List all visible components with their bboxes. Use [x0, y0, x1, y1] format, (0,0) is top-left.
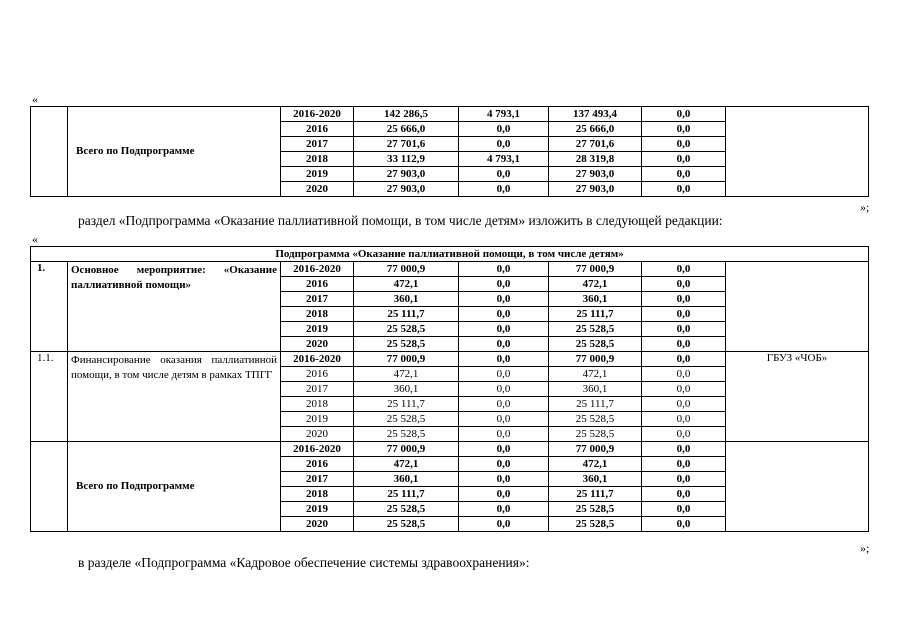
federal-budget-cell: 0,0 — [459, 122, 549, 137]
federal-budget-cell: 0,0 — [459, 182, 549, 197]
year-cell: 2016-2020 — [281, 262, 354, 277]
table-previous-subprogram-total — [30, 106, 869, 197]
executor-cell — [726, 262, 869, 352]
executor-cell: ГБУЗ «ЧОБ» — [726, 352, 869, 442]
activity-name-cell: Финансирование оказания паллиативной помощи, в том числе детям в рамках ТПГГ — [68, 352, 281, 442]
regional-budget-cell: 77 000,9 — [549, 442, 642, 457]
total-amount-cell: 25 528,5 — [354, 427, 459, 442]
total-amount-cell: 25 666,0 — [354, 122, 459, 137]
regional-budget-cell: 25 528,5 — [549, 427, 642, 442]
federal-budget-cell: 0,0 — [459, 442, 549, 457]
total-amount-cell: 25 528,5 — [354, 502, 459, 517]
total-amount-cell: 25 111,7 — [354, 307, 459, 322]
executor-cell — [726, 442, 869, 532]
table-row — [31, 352, 869, 367]
other-source-cell: 0,0 — [642, 442, 726, 457]
item-number-cell — [31, 107, 68, 197]
regional-budget-cell: 77 000,9 — [549, 352, 642, 367]
table-title-row — [31, 247, 869, 262]
federal-budget-cell: 0,0 — [459, 292, 549, 307]
item-number-cell: 1. — [31, 262, 68, 352]
main-activity-name-cell: Основное мероприятие: «Оказание паллиативной помощи» — [68, 262, 281, 352]
total-amount-cell: 25 528,5 — [354, 322, 459, 337]
regional-budget-cell: 472,1 — [549, 277, 642, 292]
year-cell: 2016 — [281, 122, 354, 137]
closing-quote-1: »; — [860, 200, 870, 214]
item-number-cell — [31, 442, 68, 532]
other-source-cell: 0,0 — [642, 137, 726, 152]
federal-budget-cell: 0,0 — [459, 352, 549, 367]
regional-budget-cell: 25 528,5 — [549, 502, 642, 517]
federal-budget-cell: 0,0 — [459, 307, 549, 322]
table-palliative-subprogram — [30, 246, 869, 532]
other-source-cell: 0,0 — [642, 277, 726, 292]
closing-quote-2: »; — [860, 541, 870, 555]
total-amount-cell: 25 528,5 — [354, 517, 459, 532]
year-cell: 2016 — [281, 277, 354, 292]
other-source-cell: 0,0 — [642, 472, 726, 487]
total-amount-cell: 77 000,9 — [354, 262, 459, 277]
total-amount-cell: 142 286,5 — [354, 107, 459, 122]
federal-budget-cell: 0,0 — [459, 322, 549, 337]
regional-budget-cell: 27 903,0 — [549, 182, 642, 197]
regional-budget-cell: 360,1 — [549, 382, 642, 397]
federal-budget-cell: 0,0 — [459, 487, 549, 502]
regional-budget-cell: 360,1 — [549, 292, 642, 307]
year-cell: 2016 — [281, 457, 354, 472]
regional-budget-cell: 25 528,5 — [549, 337, 642, 352]
regional-budget-cell: 27 903,0 — [549, 167, 642, 182]
federal-budget-cell: 0,0 — [459, 137, 549, 152]
federal-budget-cell: 0,0 — [459, 502, 549, 517]
federal-budget-cell: 0,0 — [459, 167, 549, 182]
year-cell: 2020 — [281, 517, 354, 532]
regional-budget-cell: 360,1 — [549, 472, 642, 487]
year-cell: 2019 — [281, 322, 354, 337]
year-cell: 2016-2020 — [281, 107, 354, 122]
year-cell: 2018 — [281, 152, 354, 167]
other-source-cell: 0,0 — [642, 122, 726, 137]
other-source-cell: 0,0 — [642, 107, 726, 122]
total-amount-cell: 77 000,9 — [354, 442, 459, 457]
year-cell: 2016-2020 — [281, 442, 354, 457]
federal-budget-cell: 0,0 — [459, 472, 549, 487]
year-cell: 2016 — [281, 367, 354, 382]
regional-budget-cell: 27 701,6 — [549, 137, 642, 152]
regional-budget-cell: 25 528,5 — [549, 322, 642, 337]
table-row — [31, 107, 869, 122]
year-cell: 2020 — [281, 337, 354, 352]
total-amount-cell: 25 528,5 — [354, 412, 459, 427]
total-amount-cell: 27 903,0 — [354, 167, 459, 182]
total-amount-cell: 33 112,9 — [354, 152, 459, 167]
regional-budget-cell: 25 528,5 — [549, 517, 642, 532]
federal-budget-cell: 0,0 — [459, 457, 549, 472]
regional-budget-cell: 137 493,4 — [549, 107, 642, 122]
other-source-cell: 0,0 — [642, 412, 726, 427]
year-cell: 2017 — [281, 382, 354, 397]
year-cell: 2017 — [281, 292, 354, 307]
regional-budget-cell: 472,1 — [549, 457, 642, 472]
total-amount-cell: 472,1 — [354, 277, 459, 292]
regional-budget-cell: 25 666,0 — [549, 122, 642, 137]
other-source-cell: 0,0 — [642, 322, 726, 337]
regional-budget-cell: 77 000,9 — [549, 262, 642, 277]
year-cell: 2018 — [281, 307, 354, 322]
table-row — [31, 262, 869, 277]
federal-budget-cell: 0,0 — [459, 262, 549, 277]
year-cell: 2017 — [281, 472, 354, 487]
total-amount-cell: 472,1 — [354, 367, 459, 382]
opening-quote-2: « — [32, 232, 38, 246]
other-source-cell: 0,0 — [642, 307, 726, 322]
opening-quote-1: « — [32, 92, 38, 106]
other-source-cell: 0,0 — [642, 517, 726, 532]
year-cell: 2020 — [281, 427, 354, 442]
other-source-cell: 0,0 — [642, 152, 726, 167]
total-amount-cell: 27 903,0 — [354, 182, 459, 197]
total-amount-cell: 360,1 — [354, 382, 459, 397]
other-source-cell: 0,0 — [642, 502, 726, 517]
paragraph-instruction-2: в разделе «Подпрограмма «Кадровое обеспечение системы здравоохранения»: — [78, 555, 530, 570]
other-source-cell: 0,0 — [642, 167, 726, 182]
year-cell: 2019 — [281, 502, 354, 517]
item-number-cell: 1.1. — [31, 352, 68, 442]
total-amount-cell: 27 701,6 — [354, 137, 459, 152]
total-label-cell: Всего по Подпрограмме — [68, 442, 281, 532]
year-cell: 2016-2020 — [281, 352, 354, 367]
year-cell: 2020 — [281, 182, 354, 197]
federal-budget-cell: 4 793,1 — [459, 107, 549, 122]
total-label-cell: Всего по Подпрограмме — [68, 107, 281, 197]
federal-budget-cell: 0,0 — [459, 337, 549, 352]
total-amount-cell: 77 000,9 — [354, 352, 459, 367]
other-source-cell: 0,0 — [642, 337, 726, 352]
table-row — [31, 442, 869, 457]
total-amount-cell: 360,1 — [354, 472, 459, 487]
other-source-cell: 0,0 — [642, 427, 726, 442]
total-amount-cell: 472,1 — [354, 457, 459, 472]
total-amount-cell: 25 528,5 — [354, 337, 459, 352]
regional-budget-cell: 25 111,7 — [549, 307, 642, 322]
federal-budget-cell: 0,0 — [459, 367, 549, 382]
total-amount-cell: 360,1 — [354, 292, 459, 307]
other-source-cell: 0,0 — [642, 487, 726, 502]
other-source-cell: 0,0 — [642, 367, 726, 382]
year-cell: 2018 — [281, 487, 354, 502]
other-source-cell: 0,0 — [642, 457, 726, 472]
year-cell: 2017 — [281, 137, 354, 152]
federal-budget-cell: 0,0 — [459, 427, 549, 442]
year-cell: 2019 — [281, 167, 354, 182]
regional-budget-cell: 28 319,8 — [549, 152, 642, 167]
total-amount-cell: 25 111,7 — [354, 487, 459, 502]
executor-cell — [726, 107, 869, 197]
regional-budget-cell: 25 528,5 — [549, 412, 642, 427]
other-source-cell: 0,0 — [642, 182, 726, 197]
federal-budget-cell: 0,0 — [459, 277, 549, 292]
other-source-cell: 0,0 — [642, 397, 726, 412]
paragraph-instruction-1: раздел «Подпрограмма «Оказание паллиативной помощи, в том числе детям» изложить в следующей редакции: — [78, 213, 723, 228]
regional-budget-cell: 472,1 — [549, 367, 642, 382]
federal-budget-cell: 4 793,1 — [459, 152, 549, 167]
other-source-cell: 0,0 — [642, 292, 726, 307]
subprogram-title: Подпрограмма «Оказание паллиативной помощи, в том числе детям» — [31, 247, 869, 262]
total-amount-cell: 25 111,7 — [354, 397, 459, 412]
regional-budget-cell: 25 111,7 — [549, 487, 642, 502]
other-source-cell: 0,0 — [642, 262, 726, 277]
regional-budget-cell: 25 111,7 — [549, 397, 642, 412]
federal-budget-cell: 0,0 — [459, 382, 549, 397]
federal-budget-cell: 0,0 — [459, 517, 549, 532]
other-source-cell: 0,0 — [642, 352, 726, 367]
federal-budget-cell: 0,0 — [459, 397, 549, 412]
federal-budget-cell: 0,0 — [459, 412, 549, 427]
year-cell: 2018 — [281, 397, 354, 412]
year-cell: 2019 — [281, 412, 354, 427]
other-source-cell: 0,0 — [642, 382, 726, 397]
